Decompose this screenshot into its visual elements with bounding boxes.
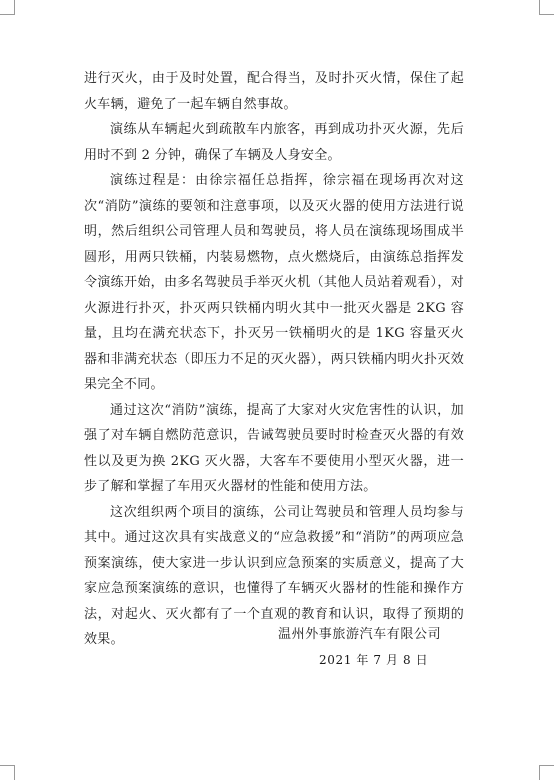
page-corner-mark-top-right (539, 0, 554, 15)
paragraph-drill-duration: 演练从车辆起火到疏散车内旅客，再到成功扑灭火源，先后用时不到 2 分钟，确保了车辆及人身安全。 (84, 122, 464, 163)
page-corner-mark-bottom-left (0, 765, 15, 780)
paragraph-continuation: 进行灭火，由于及时处置，配合得当，及时扑灭火情，保住了起火车辆，避免了一起车辆自然事故。 (84, 71, 464, 112)
document-body (84, 66, 464, 653)
signature-date: 2021 年 7 月 8 日 (319, 653, 429, 667)
page-corner-mark-bottom-right (539, 765, 554, 780)
paragraph-drill-process: 演练过程是：由徐宗福任总指挥，徐宗福在现场再次对这次“消防”演练的要领和注意事项，以及灭火器的使用方法进行说明，然后组织公司管理人员和驾驶员，将人员在演练现场围成半圆形，用两只铁桶，内装易燃物，点火燃烧后，由演练总指挥发令演练开始，由多名驾驶员手举灭火机（其他人员站着观看），对火源进行扑灭，扑灭两只铁桶内明火其中一批灭火器是 2KG 容量，且均在满充状态下，扑灭另一铁桶明火的是 1KG 容量灭火器和非满充状态（即压力不足的灭火器），两只铁桶内明火扑灭效果完全不同。 (84, 173, 464, 392)
paragraph-summary: 这次组织两个项目的演练，公司让驾驶员和管理人员均参与其中。通过这次具有实战意义的“应急救援”和“消防”的两项应急预案演练，使大家进一步认识到应急预案的实质意义，提高了大家应急预案演练的意识，也懂得了车辆灭火器材的性能和操作方法，对起火、灭火都有了一个直观的教育和认识，取得了预期的效果。 (84, 504, 464, 647)
page-corner-mark-top-left (0, 0, 15, 15)
signature-company: 温州外事旅游汽车有限公司 (278, 627, 442, 642)
paragraph-drill-outcome: 通过这次“消防”演练，提高了大家对火灾危害性的认识，加强了对车辆自燃防范意识，告诫驾驶员要时时检查灭火器的有效性以及更为换 2KG 灭火器，大客车不要使用小型灭火器，进一步了解和掌握了车用灭火器材的性能和使用方法。 (84, 402, 464, 494)
